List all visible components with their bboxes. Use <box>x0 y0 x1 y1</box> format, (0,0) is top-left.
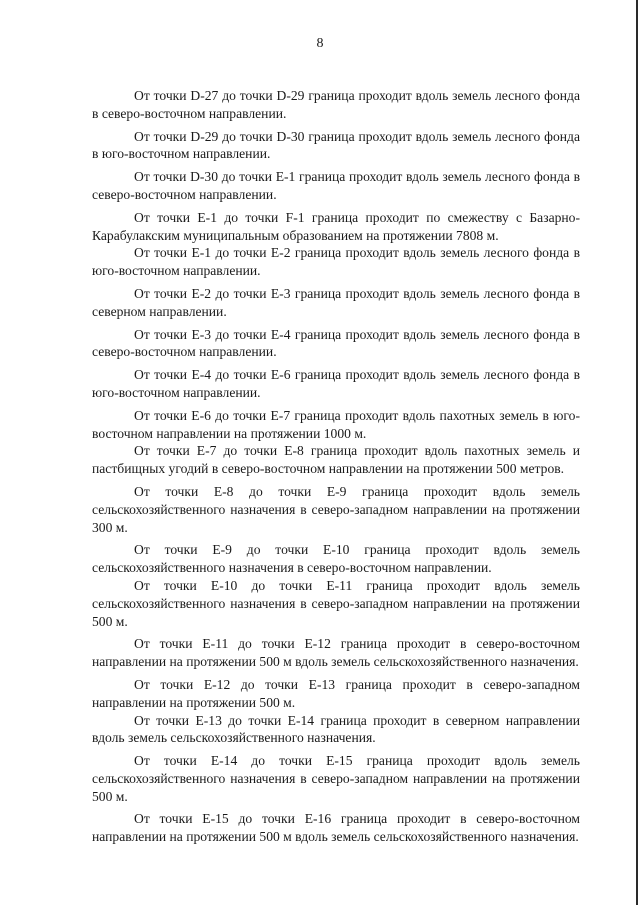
paragraph: От точки D-27 до точки D-29 граница проходит вдоль земель лесного фонда в северо-восточном направлении. <box>92 88 580 121</box>
paragraph: От точки E-15 до точки E-16 граница проходит в северо-восточном направлении на протяжении 500 м вдоль земель сельскохозяйственного назначения. <box>92 811 580 845</box>
paragraph: От точки E-11 до точки E-12 граница проходит в северо-восточном направлении на протяжении 500 м вдоль земель сельскохозяйственного назначения. <box>92 636 580 670</box>
paragraph: От точки E-7 до точки E-8 граница проходит вдоль пахотных земель и пастбищных угодий в северо-восточном направлении на протяжении 500 метров. <box>92 443 580 477</box>
paragraph: От точки E-10 до точки E-11 граница проходит вдоль земель сельскохозяйственного назначения в северо-западном направлении на протяжении 500 м. <box>92 577 580 629</box>
paragraph: От точки E-9 до точки E-10 граница проходит вдоль земель сельскохозяйственного назначения в северо-восточном направлении. <box>92 542 580 576</box>
paragraph: От точки D-29 до точки D-30 граница проходит вдоль земель лесного фонда в юго-восточном направлении. <box>92 128 580 162</box>
paragraph: От точки E-8 до точки E-9 граница проходит вдоль земель сельскохозяйственного назначения в северо-западном направлении на протяжении 300 м. <box>92 483 580 535</box>
scan-edge-line <box>636 0 638 905</box>
page-number: 8 <box>316 36 324 51</box>
paragraph: От точки E-12 до точки E-13 граница проходит в северо-западном направлении на протяжении 500 м. <box>92 676 580 710</box>
document-body <box>92 87 580 846</box>
paragraph: От точки E-1 до точки E-2 граница проходит вдоль земель лесного фонда в юго-восточном направлении. <box>92 245 580 279</box>
paragraph: От точки D-30 до точки E-1 граница проходит вдоль земель лесного фонда в северо-восточном направлении. <box>92 169 580 202</box>
paragraph: От точки E-14 до точки E-15 граница проходит вдоль земель сельскохозяйственного назначения в северо-западном направлении на протяжении 500 м. <box>92 753 580 804</box>
paragraph: От точки E-2 до точки E-3 граница проходит вдоль земель лесного фонда в северном направлении. <box>92 285 580 319</box>
paragraph: От точки E-3 до точки E-4 граница проходит вдоль земель лесного фонда в северо-восточном направлении. <box>92 326 580 360</box>
paragraph: От точки E-6 до точки E-7 граница проходит вдоль пахотных земель в юго-восточном направлении на протяжении 1000 м. <box>92 407 580 441</box>
paragraph: От точки E-13 до точки E-14 граница проходит в северном направлении вдоль земель сельскохозяйственного назначения. <box>92 712 580 746</box>
paragraph: От точки E-4 до точки E-6 граница проходит вдоль земель лесного фонда в юго-восточном направлении. <box>92 367 580 400</box>
paragraph: От точки E-1 до точки F-1 граница проходит по смежеству с Базарно-Карабулакским муниципальным образованием на протяжении 7808 м. <box>92 209 580 243</box>
